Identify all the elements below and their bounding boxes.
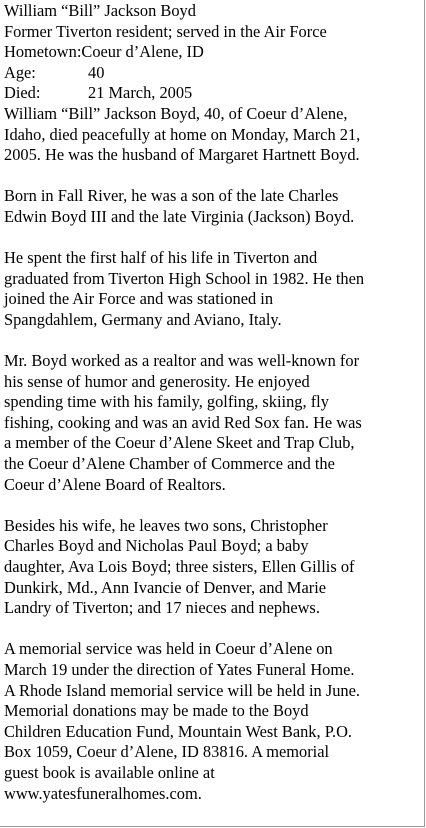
text-line: a member of the Coeur d’Alene Skeet and Trap Club,: [4, 433, 355, 453]
age-label: Age:: [4, 62, 36, 82]
text-line: Charles Boyd and Nicholas Paul Boyd; a baby: [4, 536, 309, 556]
text-line: joined the Air Force and was stationed in: [4, 289, 274, 309]
age-row: [4, 63, 422, 84]
died-row: [4, 83, 422, 104]
guest-book-url: www.yatesfuneralhomes.com.: [4, 783, 202, 803]
paragraph-gap: [4, 331, 422, 352]
text-line: Spangdahlem, Germany and Aviano, Italy.: [4, 309, 282, 329]
text-line: the Coeur d’Alene Chamber of Commerce and the: [4, 454, 335, 474]
hometown-value: Coeur d’Alene, ID: [81, 42, 204, 62]
text-line: William “Bill” Jackson Boyd, 40, of Coeur d’Alene,: [4, 103, 348, 123]
text-line: Mr. Boyd worked as a realtor and was well-known for: [4, 351, 360, 371]
paragraph-early-life: [4, 248, 422, 330]
text-line: daughter, Ava Lois Boyd; three sisters, Ellen Gillis of: [4, 557, 355, 577]
text-line: March 19 under the direction of Yates Funeral Home.: [4, 660, 355, 679]
text-line: Besides his wife, he leaves two sons, Christopher: [4, 515, 328, 535]
paragraph-memorial: [4, 639, 422, 804]
text-line: A Rhode Island memorial service will be held in June.: [4, 680, 360, 700]
text-line: his sense of humor and generosity. He enjoyed: [4, 371, 310, 391]
hometown-label: Hometown:: [4, 42, 82, 62]
text-line: Coeur d’Alene Board of Realtors.: [4, 474, 226, 494]
text-line: He spent the first half of his life in Tiverton and: [4, 248, 318, 268]
text-line: graduated from Tiverton High School in 1982. He then: [4, 268, 365, 288]
text-line: spending time with his family, golfing, skiing, fly: [4, 392, 329, 412]
text-line: fishing, cooking and was an avid Red Sox fan. He was: [4, 412, 362, 432]
text-line: guest book is available online at: [4, 762, 215, 782]
text-line: Landry of Tiverton; and 17 nieces and nephews.: [4, 598, 320, 618]
paragraph-death-notice: [4, 104, 422, 166]
text-line: Idaho, died peacefully at home on Monday, March 21,: [4, 124, 361, 144]
age-value: 40: [88, 62, 105, 82]
paragraph-birth: [4, 186, 422, 227]
text-line: 2005. He was the husband of Margaret Hartnett Boyd.: [4, 145, 360, 165]
paragraph-gap: [4, 495, 422, 516]
text-line: Edwin Boyd III and the late Virginia (Jackson) Boyd.: [4, 206, 355, 226]
obituary-subtitle: Former Tiverton resident; served in the Air Force: [4, 21, 327, 41]
paragraph-career-interests: [4, 351, 422, 495]
paragraph-gap: [4, 166, 422, 187]
hometown-row: [4, 42, 422, 63]
obituary-name: William “Bill” Jackson Boyd: [4, 1, 196, 20]
text-line: A memorial service was held in Coeur d’Alene on: [4, 639, 333, 659]
died-label: Died:: [4, 83, 41, 103]
text-line: Box 1059, Coeur d’Alene, ID 83816. A memorial: [4, 742, 330, 762]
text-line: Children Education Fund, Mountain West Bank, P.O.: [4, 721, 353, 741]
died-value: 21 March, 2005: [88, 83, 193, 103]
paragraph-gap: [4, 619, 422, 640]
paragraph-gap: [4, 228, 422, 249]
text-line: Memorial donations may be made to the Boyd: [4, 701, 309, 721]
text-line: Dunkirk, Md., Ann Ivancie of Denver, and Marie: [4, 577, 327, 597]
obituary-document: [4, 1, 422, 804]
paragraph-survivors: [4, 516, 422, 619]
text-line: Born in Fall River, he was a son of the late Charles: [4, 186, 339, 206]
